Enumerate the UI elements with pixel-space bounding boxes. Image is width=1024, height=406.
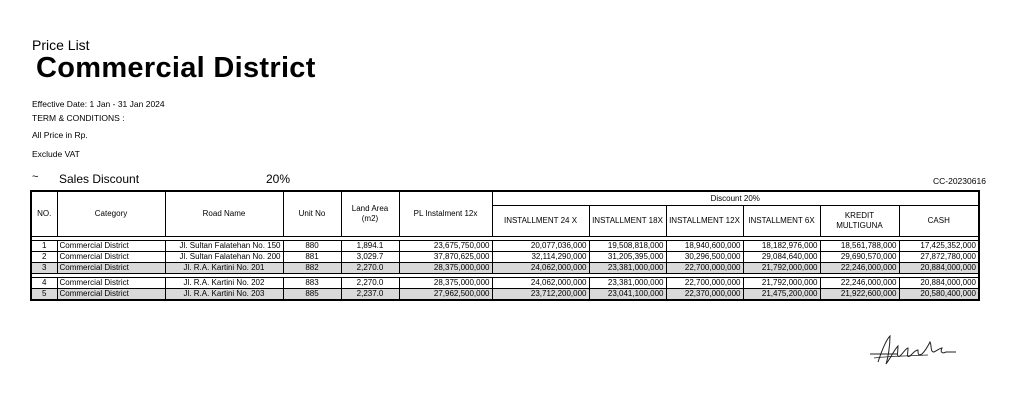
table-row	[31, 241, 979, 252]
cell-category: Commercial District	[57, 278, 165, 289]
cell-category: Commercial District	[57, 289, 165, 301]
cell-no: 4	[31, 278, 57, 289]
cell-installment-12x: 22,370,000,000	[666, 289, 743, 301]
cell-category: Commercial District	[57, 263, 165, 274]
cell-installment-18x: 31,205,395,000	[589, 252, 666, 263]
cell-land-area: 2,270.0	[341, 263, 399, 274]
cell-land-area: 2,270.0	[341, 278, 399, 289]
cell-land-area: 2,237.0	[341, 289, 399, 301]
header-category: Category	[57, 191, 165, 237]
cell-unit-no: 881	[283, 252, 341, 263]
effective-date: Effective Date: 1 Jan - 31 Jan 2024	[32, 99, 165, 109]
cell-category: Commercial District	[57, 252, 165, 263]
cell-pl-instalment: 37,870,625,000	[399, 252, 492, 263]
cell-kredit-multiguna: 18,561,788,000	[820, 241, 899, 252]
cell-road-name: Jl. Sultan Falatehan No. 150	[165, 241, 283, 252]
header-land-area: Land Area (m2)	[341, 191, 399, 237]
cell-cash: 17,425,352,000	[899, 241, 979, 252]
cell-pl-instalment: 28,375,000,000	[399, 263, 492, 274]
tilde-mark: ~	[32, 171, 39, 183]
cell-kredit-multiguna: 22,246,000,000	[820, 278, 899, 289]
table-row	[31, 252, 979, 263]
cell-unit-no: 883	[283, 278, 341, 289]
table-row	[31, 278, 979, 289]
all-price-note: All Price in Rp.	[32, 130, 88, 140]
cell-installment-24x: 20,077,036,000	[492, 241, 589, 252]
cell-kredit-multiguna: 22,246,000,000	[820, 263, 899, 274]
cell-no: 5	[31, 289, 57, 301]
header-pl-instalment: PL Instalment 12x	[399, 191, 492, 237]
header-kredit-multiguna: KREDIT MULTIGUNA	[820, 206, 899, 237]
header-cash: CASH	[899, 206, 979, 237]
cell-kredit-multiguna: 29,690,570,000	[820, 252, 899, 263]
header-no: NO.	[31, 191, 57, 237]
cell-category: Commercial District	[57, 241, 165, 252]
cell-installment-18x: 23,041,100,000	[589, 289, 666, 301]
cell-unit-no: 882	[283, 263, 341, 274]
cell-unit-no: 880	[283, 241, 341, 252]
cell-installment-6x: 29,084,640,000	[743, 252, 820, 263]
cell-road-name: Jl. Sultan Falatehan No. 200	[165, 252, 283, 263]
cell-installment-12x: 30,296,500,000	[666, 252, 743, 263]
cell-installment-6x: 21,792,000,000	[743, 263, 820, 274]
header-road-name: Road Name	[165, 191, 283, 237]
header-installment-24x: INSTALLMENT 24 X	[492, 206, 589, 237]
cell-pl-instalment: 27,962,500,000	[399, 289, 492, 301]
header-installment-12x: INSTALLMENT 12X	[666, 206, 743, 237]
cell-installment-12x: 22,700,000,000	[666, 263, 743, 274]
cell-installment-18x: 23,381,000,000	[589, 263, 666, 274]
header-discount-group: Discount 20%	[492, 191, 979, 206]
header-installment-6x: INSTALLMENT 6X	[743, 206, 820, 237]
sales-discount-value: 20%	[266, 172, 291, 186]
cell-installment-6x: 21,475,200,000	[743, 289, 820, 301]
header-unit-no: Unit No	[283, 191, 341, 237]
cell-land-area: 3,029.7	[341, 252, 399, 263]
cell-installment-6x: 18,182,976,000	[743, 241, 820, 252]
cell-installment-18x: 23,381,000,000	[589, 278, 666, 289]
cell-installment-24x: 24,062,000,000	[492, 278, 589, 289]
signature-icon	[868, 332, 958, 368]
price-table	[30, 190, 980, 301]
header-installment-18x: INSTALLMENT 18X	[589, 206, 666, 237]
table-row	[31, 289, 979, 301]
terms-heading: TERM & CONDITIONS :	[32, 113, 125, 123]
cell-installment-12x: 22,700,000,000	[666, 278, 743, 289]
exclude-vat-note: Exclude VAT	[32, 149, 80, 159]
cell-land-area: 1,894.1	[341, 241, 399, 252]
cell-no: 1	[31, 241, 57, 252]
cell-no: 2	[31, 252, 57, 263]
cell-pl-instalment: 23,675,750,000	[399, 241, 492, 252]
cell-road-name: Jl. R.A. Kartini No. 201	[165, 263, 283, 274]
table-row	[31, 263, 979, 274]
cell-cash: 20,884,000,000	[899, 263, 979, 274]
cell-installment-24x: 23,712,200,000	[492, 289, 589, 301]
cell-cash: 27,872,780,000	[899, 252, 979, 263]
cell-installment-24x: 32,114,290,000	[492, 252, 589, 263]
cell-kredit-multiguna: 21,922,600,000	[820, 289, 899, 301]
cell-installment-18x: 19,508,818,000	[589, 241, 666, 252]
cell-cash: 20,580,400,000	[899, 289, 979, 301]
cell-installment-12x: 18,940,600,000	[666, 241, 743, 252]
doc-code: CC-20230616	[933, 176, 986, 186]
cell-road-name: Jl. R.A. Kartini No. 203	[165, 289, 283, 301]
doc-subtitle: Price List	[32, 37, 90, 53]
cell-pl-instalment: 28,375,000,000	[399, 278, 492, 289]
cell-cash: 20,884,000,000	[899, 278, 979, 289]
cell-road-name: Jl. R.A. Kartini No. 202	[165, 278, 283, 289]
cell-installment-6x: 21,792,000,000	[743, 278, 820, 289]
doc-title: Commercial District	[36, 52, 316, 84]
sales-discount-label: Sales Discount	[59, 172, 140, 186]
cell-unit-no: 885	[283, 289, 341, 301]
cell-installment-24x: 24,062,000,000	[492, 263, 589, 274]
cell-no: 3	[31, 263, 57, 274]
